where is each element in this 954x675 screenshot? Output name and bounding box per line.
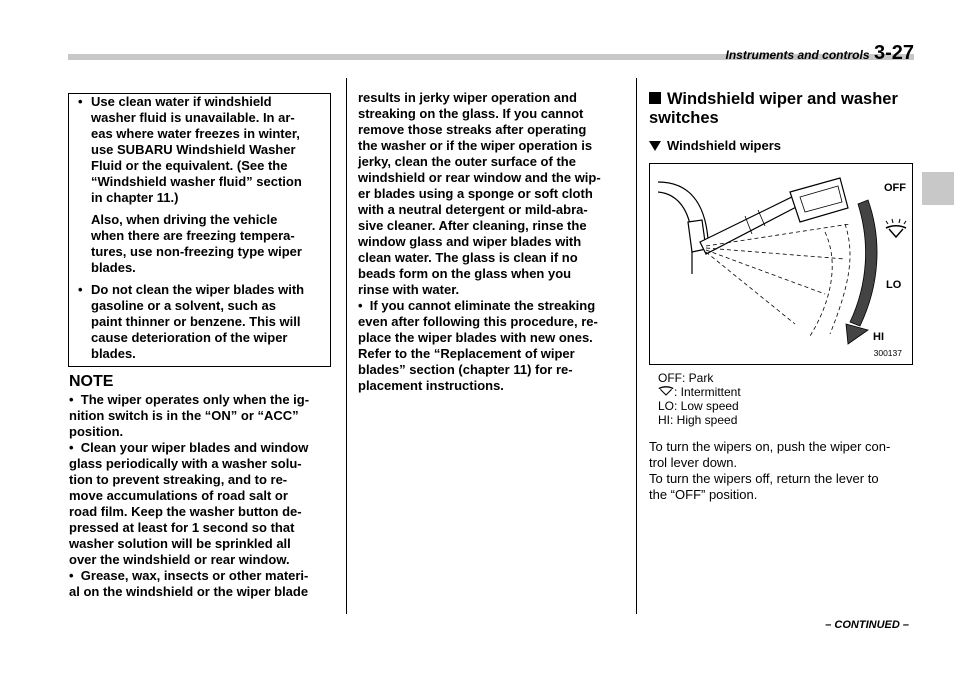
- line: over the windshield or rear window.: [69, 552, 290, 567]
- line: To turn the wipers on, push the wiper con-: [649, 439, 891, 454]
- line: nition switch is in the “ON” or “ACC”: [69, 408, 299, 423]
- chapter-tab: [922, 172, 954, 205]
- bullet: •: [78, 94, 83, 109]
- line: paint thinner or benzene. This will: [91, 314, 301, 329]
- line: streaking on the glass. If you cannot: [358, 106, 584, 121]
- heading-text: Windshield wiper and washer switches: [649, 90, 898, 127]
- triangle-bullet-icon: [649, 141, 661, 151]
- line: when there are freezing tempera-: [91, 228, 295, 243]
- line-text: Clean your wiper blades and window: [80, 440, 309, 455]
- line: clean water. The glass is clean if no: [358, 250, 578, 265]
- line: rinse with water.: [358, 282, 460, 297]
- page-header: [725, 42, 914, 65]
- instruction-on: [649, 439, 913, 471]
- line: To turn the wipers off, return the lever to: [649, 471, 879, 486]
- section-heading: [649, 90, 919, 128]
- line-text: Grease, wax, insects or other materi-: [80, 568, 309, 583]
- line: window glass and wiper blades with: [358, 234, 582, 249]
- page-number: 3-27: [873, 42, 914, 64]
- line: pressed at least for 1 second so that: [69, 520, 295, 535]
- line: move accumulations of road salt or: [69, 488, 288, 503]
- square-bullet-icon: [649, 92, 661, 104]
- line: cause deterioration of the wiper: [91, 330, 288, 345]
- line: road film. Keep the washer button de-: [69, 504, 302, 519]
- caution-item-2: [91, 282, 324, 362]
- line: sive cleaner. After cleaning, rinse the: [358, 218, 587, 233]
- legend-lo: LO: Low speed: [658, 399, 739, 413]
- figure-number: 300137: [873, 348, 902, 358]
- line: Also, when driving the vehicle: [91, 212, 278, 227]
- note-item-1: [69, 392, 334, 600]
- line: jerky, clean the outer surface of the: [358, 154, 576, 169]
- intermittent-wiper-icon: [886, 219, 906, 237]
- line: tion to prevent streaking, and to re-: [69, 472, 288, 487]
- line: placement instructions.: [358, 378, 504, 393]
- line: even after following this procedure, re-: [358, 314, 598, 329]
- label-hi: HI: [873, 331, 884, 343]
- line: “Windshield washer fluid” section: [91, 174, 302, 189]
- caution-item-1b: [91, 212, 324, 276]
- label-lo: LO: [886, 279, 902, 291]
- legend-int: [658, 385, 741, 399]
- line: Fluid or the equivalent. (See the: [91, 158, 288, 173]
- line: blades” section (chapter 11) for re-: [358, 362, 573, 377]
- caution-item-1: [91, 94, 324, 206]
- line: beads form on the glass when you: [358, 266, 572, 281]
- subsection-heading: [649, 138, 781, 153]
- line: position.: [69, 424, 124, 439]
- line: tures, use non-freezing type wiper: [91, 244, 302, 259]
- line: results in jerky wiper operation and: [358, 90, 577, 105]
- line: the “OFF” position.: [649, 487, 758, 502]
- line: • The wiper operates only when the ig-: [69, 392, 310, 407]
- subheading-text: Windshield wipers: [667, 138, 782, 153]
- line-text: The wiper operates only when the ig-: [80, 392, 310, 407]
- line: remove those streaks after operating: [358, 122, 587, 137]
- line: blades.: [91, 260, 136, 275]
- note-title: NOTE: [69, 373, 114, 390]
- line: Use clean water if windshield: [91, 94, 272, 109]
- line: Refer to the “Replacement of wiper: [358, 346, 575, 361]
- line: use SUBARU Windshield Washer: [91, 142, 296, 157]
- section-title: Instruments and controls: [725, 48, 870, 62]
- line: in chapter 11.): [91, 190, 179, 205]
- line: glass periodically with a washer solu-: [69, 456, 302, 471]
- line: place the wiper blades with new ones.: [358, 330, 593, 345]
- line: the washer or if the wiper operation is: [358, 138, 593, 153]
- column-divider-1: [346, 78, 347, 614]
- line: washer fluid is unavailable. In ar-: [91, 110, 295, 125]
- legend-text: : Intermittent: [674, 385, 741, 399]
- bullet: •: [78, 282, 83, 297]
- line: al on the windshield or the wiper blade: [69, 584, 309, 599]
- intermittent-wiper-icon: [658, 385, 674, 397]
- line: Do not clean the wiper blades with: [91, 282, 305, 297]
- column-divider-2: [636, 78, 637, 614]
- line: washer solution will be sprinkled all: [69, 536, 291, 551]
- line: • If you cannot eliminate the streaking: [358, 298, 596, 313]
- legend-off: OFF: Park: [658, 371, 714, 385]
- continued-label: – CONTINUED –: [825, 619, 909, 631]
- line: trol lever down.: [649, 455, 738, 470]
- line: with a neutral detergent or mild-abra-: [358, 202, 588, 217]
- line: windshield or rear window and the wip-: [358, 170, 601, 185]
- instruction-off: [649, 471, 913, 503]
- legend-hi: HI: High speed: [658, 413, 738, 427]
- line: eas where water freezes in winter,: [91, 126, 300, 141]
- line: gasoline or a solvent, such as: [91, 298, 276, 313]
- middle-text: [358, 90, 623, 394]
- line: • Grease, wax, insects or other materi-: [69, 568, 309, 583]
- label-off: OFF: [884, 182, 906, 194]
- wiper-lever-figure: [649, 163, 913, 365]
- line: • Clean your wiper blades and window: [69, 440, 309, 455]
- line: blades.: [91, 346, 136, 361]
- line-text: If you cannot eliminate the streaking: [369, 298, 596, 313]
- line: er blades using a sponge or soft cloth: [358, 186, 593, 201]
